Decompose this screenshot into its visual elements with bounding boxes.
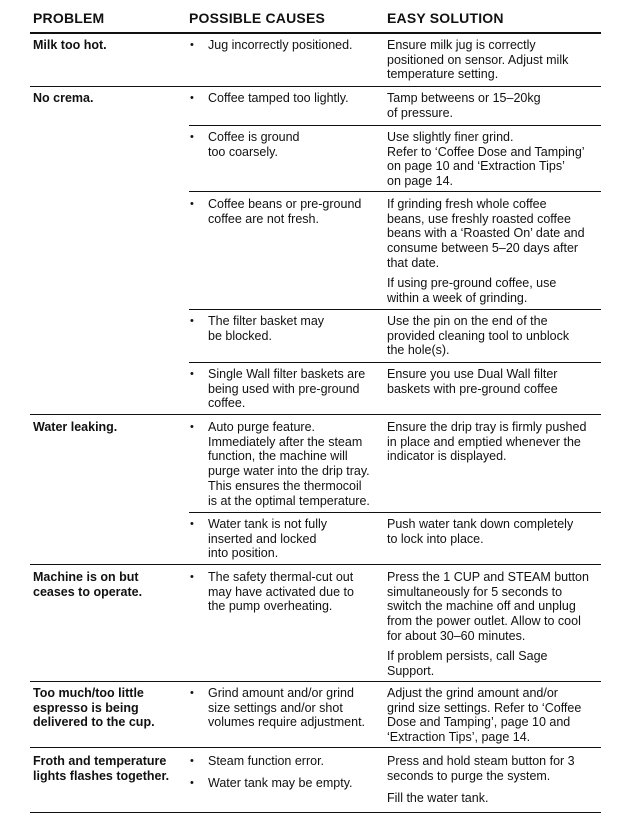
solution-line: in place and emptied whenever the	[387, 434, 581, 449]
solution-line: of pressure.	[387, 105, 454, 120]
solution-line: temperature setting.	[387, 67, 499, 82]
cause-line: may have activated due to	[208, 584, 354, 599]
solution-line: Dose and Tamping’, page 10 and	[387, 715, 571, 730]
solution-line: Adjust the grind amount and/or	[387, 686, 558, 700]
solution-line: from the power outlet. Allow to cool	[387, 614, 581, 629]
bullet-marker: •	[190, 131, 194, 143]
cause-line: Steam function error.	[208, 754, 325, 768]
cause-line: Single Wall filter baskets are	[208, 367, 366, 381]
solution-line: baskets with pre-ground coffee	[387, 381, 558, 396]
bullet-marker: •	[190, 777, 194, 789]
solution-line: on page 14.	[387, 174, 454, 189]
solution-line: If problem persists, call Sage	[387, 649, 548, 663]
row-rule	[30, 564, 601, 565]
row-rule	[30, 414, 601, 415]
problem-froth-temperature-line: Froth and temperature	[33, 754, 167, 768]
bullet-marker: •	[190, 755, 194, 767]
cause-line: coffee.	[208, 396, 246, 411]
cause-line: inserted and locked	[208, 531, 317, 546]
header-problem: PROBLEM	[33, 10, 105, 26]
cause-line: being used with pre-ground	[208, 381, 360, 396]
solution-line: Press and hold steam button for 3	[387, 754, 575, 768]
solution-line: Push water tank down completely	[387, 517, 574, 531]
problem-machine-ceases-line: ceases to operate.	[33, 584, 143, 599]
solution-line: the hole(s).	[387, 343, 450, 358]
solution-line: simultaneously for 5 seconds to	[387, 584, 563, 599]
solution-line: Press the 1 CUP and STEAM button	[387, 570, 589, 584]
cause-line: into position.	[208, 546, 279, 561]
bullet-marker: •	[190, 315, 194, 327]
cause-line: Grind amount and/or grind	[208, 686, 354, 700]
row-rule	[30, 681, 601, 682]
header-possible-causes: POSSIBLE CAUSES	[189, 10, 326, 26]
solution-line: Tamp betweens or 15–20kg	[387, 91, 541, 105]
solution-line: on page 10 and ‘Extraction Tips’	[387, 159, 565, 174]
cause-line: The filter basket may	[208, 314, 325, 328]
solution-line: consume between 5–20 days after	[387, 241, 579, 256]
sub-rule	[189, 362, 601, 363]
cause-line: the pump overheating.	[208, 599, 333, 614]
cause-line: too coarsely.	[208, 144, 278, 159]
solution-line: beans, use freshly roasted coffee	[387, 211, 571, 226]
cause-line: Water tank may be empty.	[208, 776, 353, 790]
header-rule	[30, 32, 601, 34]
solution-line: Ensure the drip tray is firmly pushed	[387, 420, 587, 434]
problem-froth-temperature-line: lights flashes together.	[33, 768, 170, 783]
bullet-marker: •	[190, 518, 194, 530]
cause-line: purge water into the drip tray.	[208, 464, 370, 479]
problem-no-crema-line: No crema.	[33, 91, 94, 105]
cause-line: Coffee tamped too lightly.	[208, 91, 349, 105]
cause-line: be blocked.	[208, 328, 272, 343]
solution-line: to lock into place.	[387, 531, 484, 546]
cause-line: Coffee is ground	[208, 130, 300, 144]
bullet-marker: •	[190, 39, 194, 51]
problem-too-much-too-little-line: espresso is being	[33, 700, 139, 715]
solution-line: seconds to purge the system.	[387, 768, 551, 783]
solution-line: If grinding fresh whole coffee	[387, 197, 547, 211]
problem-too-much-too-little-line: delivered to the cup.	[33, 715, 155, 730]
solution-line: If using pre-ground coffee, use	[387, 276, 557, 290]
cause-line: This ensures the thermocoil	[208, 478, 362, 493]
cause-line: Immediately after the steam	[208, 434, 363, 449]
cause-line: coffee are not fresh.	[208, 211, 319, 226]
row-rule	[30, 747, 601, 748]
bullet-marker: •	[190, 368, 194, 380]
problem-machine-ceases-line: Machine is on but	[33, 570, 139, 584]
cause-line: Auto purge feature.	[208, 420, 316, 434]
solution-line: Ensure you use Dual Wall filter	[387, 367, 558, 381]
solution-line: indicator is displayed.	[387, 449, 507, 464]
solution-line: ‘Extraction Tips’, page 14.	[387, 730, 531, 745]
problem-too-much-too-little-line: Too much/too little	[33, 686, 144, 700]
solution-line: Use slightly finer grind.	[387, 130, 514, 144]
cause-line: size settings and/or shot	[208, 700, 343, 715]
cause-line: Jug incorrectly positioned.	[208, 38, 353, 52]
solution-line: that date.	[387, 255, 440, 270]
cause-line: is at the optimal temperature.	[208, 493, 370, 508]
problem-milk-too-hot-line: Milk too hot.	[33, 38, 107, 52]
bullet-marker: •	[190, 92, 194, 104]
cause-line: Coffee beans or pre-ground	[208, 197, 362, 211]
solution-line: Support.	[387, 663, 435, 678]
solution-line: Refer to ‘Coffee Dose and Tamping’	[387, 144, 585, 159]
solution-line: provided cleaning tool to unblock	[387, 328, 570, 343]
sub-rule	[189, 309, 601, 310]
bullet-marker: •	[190, 198, 194, 210]
solution-line: switch the machine off and unplug	[387, 599, 576, 614]
bullet-marker: •	[190, 421, 194, 433]
sub-rule	[189, 191, 601, 192]
cause-line: The safety thermal-cut out	[208, 570, 354, 584]
header-easy-solution: EASY SOLUTION	[387, 10, 504, 26]
solution-line: within a week of grinding.	[387, 290, 528, 305]
solution-line: Ensure milk jug is correctly	[387, 38, 536, 52]
solution-line: grind size settings. Refer to ‘Coffee	[387, 700, 582, 715]
cause-line: Water tank is not fully	[208, 517, 328, 531]
solution-line: Fill the water tank.	[387, 791, 489, 805]
cause-line: volumes require adjustment.	[208, 715, 366, 730]
cause-line: function, the machine will	[208, 449, 348, 464]
bullet-marker: •	[190, 571, 194, 583]
bullet-marker: •	[190, 687, 194, 699]
solution-line: beans with a ‘Roasted On’ date and	[387, 226, 585, 241]
solution-line: for about 30–60 minutes.	[387, 628, 526, 643]
row-rule	[30, 812, 601, 813]
problem-water-leaking-line: Water leaking.	[33, 420, 118, 434]
sub-rule	[189, 512, 601, 513]
solution-line: positioned on sensor. Adjust milk	[387, 52, 569, 67]
row-rule	[30, 86, 601, 87]
solution-line: Use the pin on the end of the	[387, 314, 548, 328]
sub-rule	[189, 125, 601, 126]
